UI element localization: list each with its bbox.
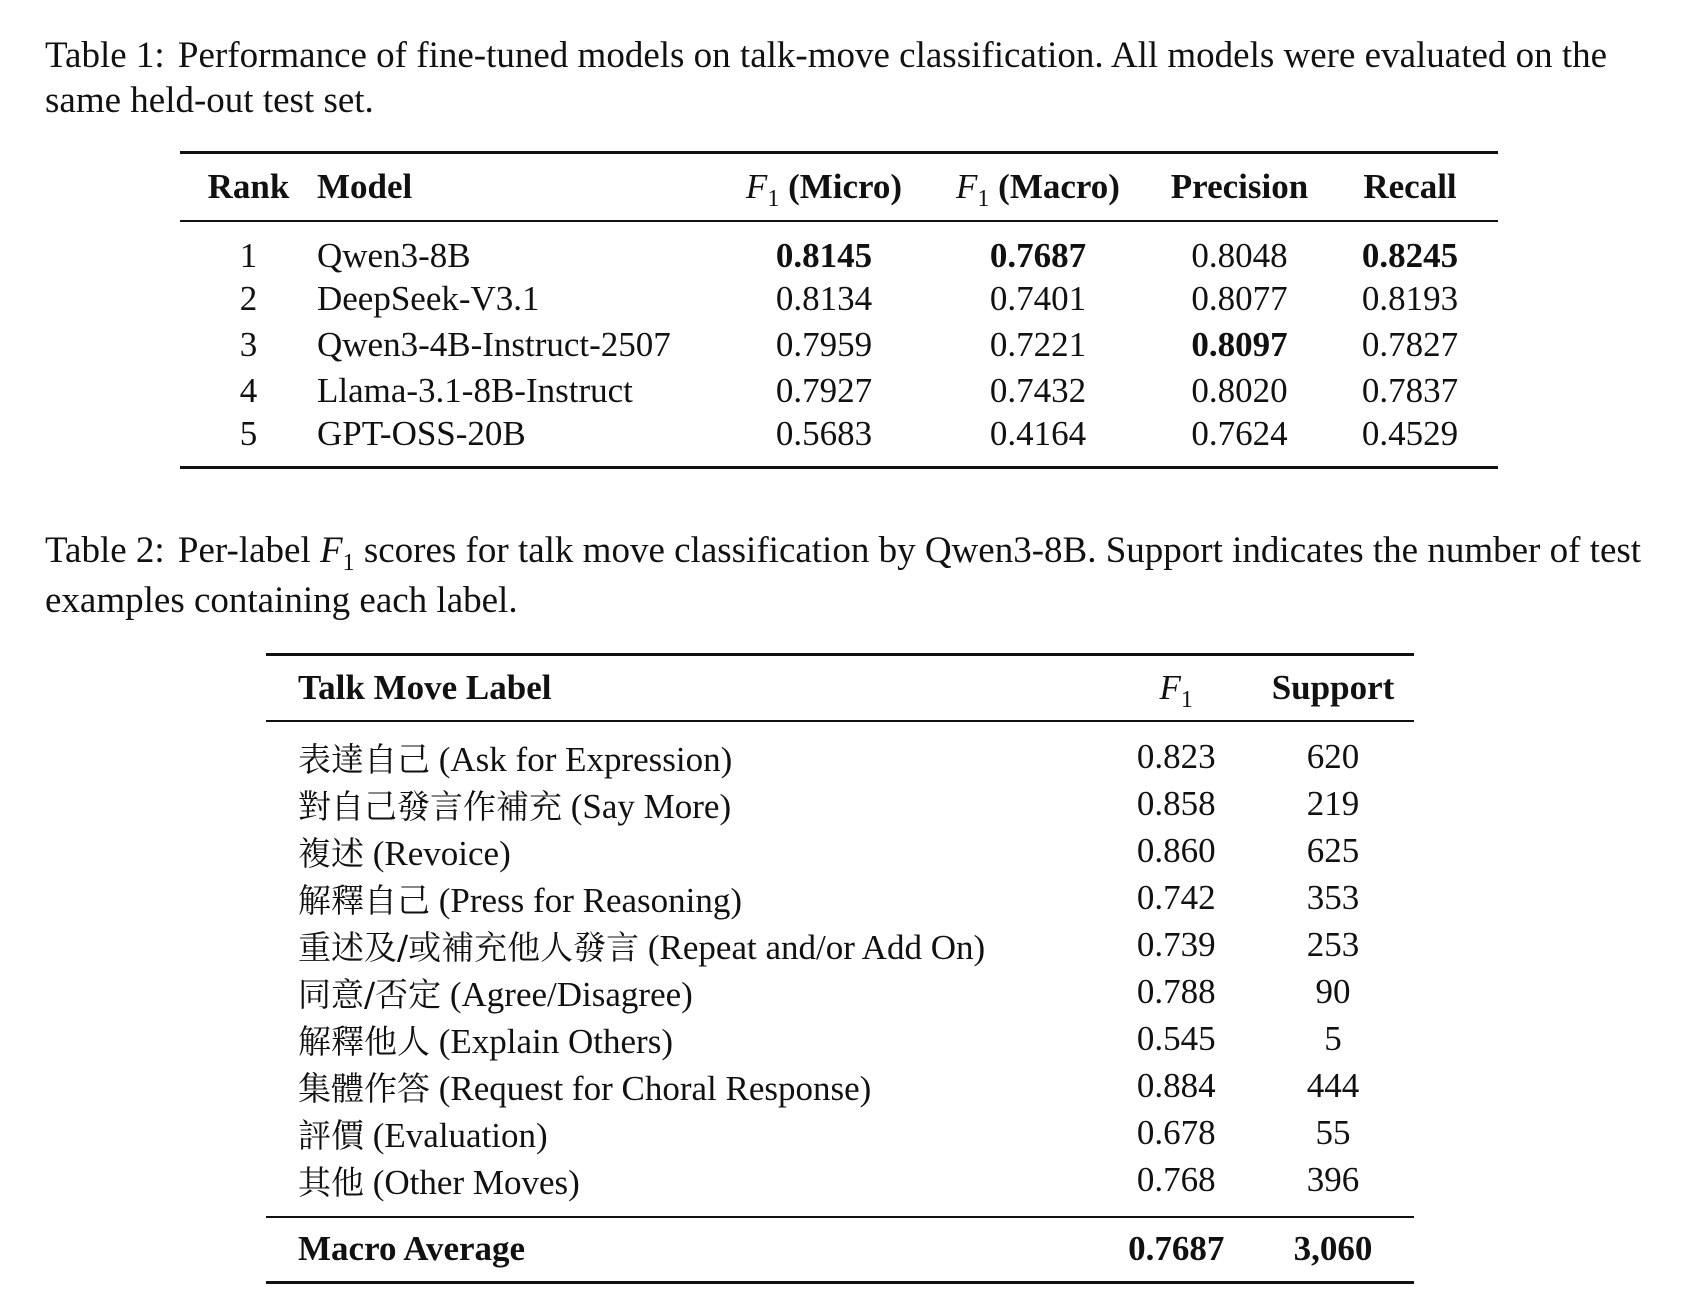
- table2-cell-f1: 0.545: [1136, 1019, 1216, 1058]
- table1-cell-precision: 0.8077: [1191, 278, 1288, 318]
- table1-cell-f1-micro: 0.7959: [775, 324, 873, 364]
- table2-caption-before: Per-label: [177, 530, 311, 571]
- label-english: (Ask for Expression): [438, 739, 733, 779]
- table2-cell-support: 444: [1306, 1066, 1360, 1105]
- table2-cell-label: [266, 1016, 1100, 1063]
- label-english: (Other Moves): [372, 1162, 580, 1202]
- table1-cell-f1-macro: 0.7432: [989, 370, 1087, 410]
- table-row: [266, 781, 1414, 828]
- table2-cell-support: 55: [1315, 1113, 1351, 1152]
- table2-cell-label: [266, 1063, 1100, 1110]
- table1-header-rank: Rank: [207, 166, 290, 206]
- label-chinese: 評價: [298, 1115, 364, 1155]
- table1-header-model: Model: [317, 166, 413, 206]
- table1-cell-recall: 0.8193: [1361, 278, 1459, 318]
- table1-header-f1-micro: $F_1$ (Micro): [745, 166, 903, 212]
- table-row: [180, 322, 1498, 368]
- table-row: [180, 221, 1498, 276]
- table2-cell-label: [266, 969, 1100, 1016]
- label-english: (Revoice): [372, 833, 511, 873]
- table-row: [266, 1063, 1414, 1110]
- label-english: (Say More): [570, 786, 732, 826]
- table-row: [266, 969, 1414, 1016]
- table1-cell-precision: 0.8097: [1191, 324, 1288, 364]
- table-row: [266, 922, 1414, 969]
- table1-caption-prefix: Table 1:: [45, 35, 165, 76]
- table1-cell-model: Qwen3-8B: [317, 235, 471, 275]
- table2-caption: [45, 528, 1660, 623]
- table2-cell-label: [266, 875, 1100, 922]
- table1-cell-model: GPT-OSS-20B: [317, 413, 526, 453]
- table1-performance: [180, 151, 1498, 469]
- table1-cell-recall: 0.8245: [1361, 235, 1459, 275]
- label-chinese: 解釋他人: [298, 1021, 430, 1061]
- label-chinese: 其他: [298, 1162, 364, 1202]
- table2-cell-f1: 0.742: [1136, 878, 1216, 917]
- table2-caption-after: scores for talk move classification by Qwen3-8B. Support indicates the number of test examples containing each label.: [45, 530, 1642, 621]
- table1-cell-f1-micro: 0.7927: [775, 370, 873, 410]
- table2-cell-support: 396: [1306, 1160, 1360, 1199]
- table2-header-support: Support: [1271, 667, 1395, 707]
- table1-header-recall: Recall: [1363, 166, 1457, 206]
- table2-cell-f1: 0.884: [1136, 1066, 1216, 1105]
- label-english: (Explain Others): [438, 1021, 673, 1061]
- table2-header-row: [266, 655, 1414, 721]
- table-row: [180, 276, 1498, 322]
- label-chinese: 對自己發言作補充: [298, 786, 562, 826]
- label-chinese: 複述: [298, 833, 364, 873]
- table1-cell-recall: 0.7837: [1361, 370, 1459, 410]
- table-row: [180, 368, 1498, 414]
- table-row: [266, 875, 1414, 922]
- table2-cell-support: 5: [1324, 1019, 1342, 1058]
- table1-cell-rank: 4: [239, 370, 258, 410]
- label-english: (Repeat and/or Add On): [647, 927, 986, 967]
- label-chinese: 同意/否定: [298, 974, 442, 1014]
- table-row: [180, 414, 1498, 468]
- table2-caption-prefix: Table 2:: [45, 530, 165, 571]
- table1-cell-model: Llama-3.1-8B-Instruct: [317, 370, 633, 410]
- table2-cell-label: [266, 922, 1100, 969]
- label-chinese: 集體作答: [298, 1068, 430, 1108]
- table1-cell-rank: 3: [239, 324, 258, 364]
- table2-footer-row: [266, 1217, 1414, 1283]
- table1-cell-precision: 0.7624: [1191, 413, 1288, 453]
- table-row: [266, 1157, 1414, 1217]
- table1-cell-f1-macro: 0.7687: [989, 235, 1087, 275]
- table1-caption-text: Performance of fine-tuned models on talk-move classification. All models were evaluated on the same held-out test set.: [45, 35, 1608, 121]
- table-row: [266, 1110, 1414, 1157]
- table1-caption: [45, 33, 1660, 123]
- table2-cell-f1: 0.858: [1136, 784, 1216, 823]
- table2-footer-support: 3,060: [1293, 1229, 1373, 1269]
- table1-cell-f1-micro: 0.8145: [775, 235, 873, 275]
- table1-cell-recall: 0.4529: [1361, 413, 1459, 453]
- table1-body: [180, 221, 1498, 468]
- label-chinese: 表達自己: [298, 739, 430, 779]
- table2-cell-support: 219: [1306, 784, 1360, 823]
- table1-cell-precision: 0.8048: [1191, 235, 1288, 275]
- table1-header-row: [180, 153, 1498, 221]
- table1-cell-rank: 5: [239, 413, 258, 453]
- table2-cell-label: [266, 1157, 1100, 1217]
- table2-cell-f1: 0.860: [1136, 831, 1216, 870]
- table2-cell-support: 620: [1306, 737, 1360, 776]
- table2-header-label: Talk Move Label: [298, 667, 552, 707]
- table2-cell-f1: 0.788: [1136, 972, 1216, 1011]
- table2-cell-label: [266, 1110, 1100, 1157]
- table2-cell-label: [266, 781, 1100, 828]
- table2-cell-support: 253: [1306, 925, 1360, 964]
- table2-footer-label: Macro Average: [298, 1229, 526, 1269]
- table1-cell-f1-micro: 0.8134: [775, 278, 873, 318]
- table2-body: [266, 721, 1414, 1217]
- table1-cell-rank: 1: [239, 235, 258, 275]
- table1-header-f1-macro: $F_1$ (Macro): [956, 166, 1120, 212]
- table2-caption-sub: 1: [342, 550, 355, 576]
- table2-cell-support: 353: [1306, 878, 1360, 917]
- table1-cell-model: Qwen3-4B-Instruct-2507: [317, 324, 671, 364]
- table-row: [266, 828, 1414, 875]
- table2-cell-label: [266, 721, 1100, 781]
- label-chinese: 重述及/或補充他人發言: [298, 927, 640, 967]
- label-chinese: 解釋自己: [298, 880, 430, 920]
- label-english: (Agree/Disagree): [449, 974, 693, 1014]
- label-english: (Press for Reasoning): [438, 880, 743, 920]
- table2-cell-f1: 0.823: [1136, 737, 1216, 776]
- table1-cell-recall: 0.7827: [1361, 324, 1459, 364]
- table1-cell-f1-macro: 0.7401: [989, 278, 1087, 318]
- table2-header-f1: $F_1$: [1159, 667, 1193, 713]
- table2-cell-label: [266, 828, 1100, 875]
- table-row: [266, 721, 1414, 781]
- table2-cell-support: 625: [1306, 831, 1360, 870]
- table1-cell-f1-macro: 0.4164: [989, 413, 1087, 453]
- table1-cell-model: DeepSeek-V3.1: [317, 278, 540, 318]
- label-english: (Evaluation): [372, 1115, 548, 1155]
- table-row: [266, 1016, 1414, 1063]
- table1-header-precision: Precision: [1170, 166, 1309, 206]
- table1-cell-f1-macro: 0.7221: [989, 324, 1087, 364]
- table2-cell-f1: 0.678: [1136, 1113, 1216, 1152]
- table2-caption-symbol: F: [319, 530, 343, 571]
- table2-per-label: [266, 653, 1414, 1284]
- table2-cell-support: 90: [1315, 972, 1351, 1011]
- table2-cell-f1: 0.768: [1136, 1160, 1216, 1199]
- table2-footer-f1: 0.7687: [1128, 1229, 1225, 1269]
- table1-cell-rank: 2: [239, 278, 258, 318]
- table1-cell-f1-micro: 0.5683: [775, 413, 873, 453]
- table2-cell-f1: 0.739: [1136, 925, 1216, 964]
- label-english: (Request for Choral Response): [438, 1068, 872, 1108]
- table1-cell-precision: 0.8020: [1191, 370, 1288, 410]
